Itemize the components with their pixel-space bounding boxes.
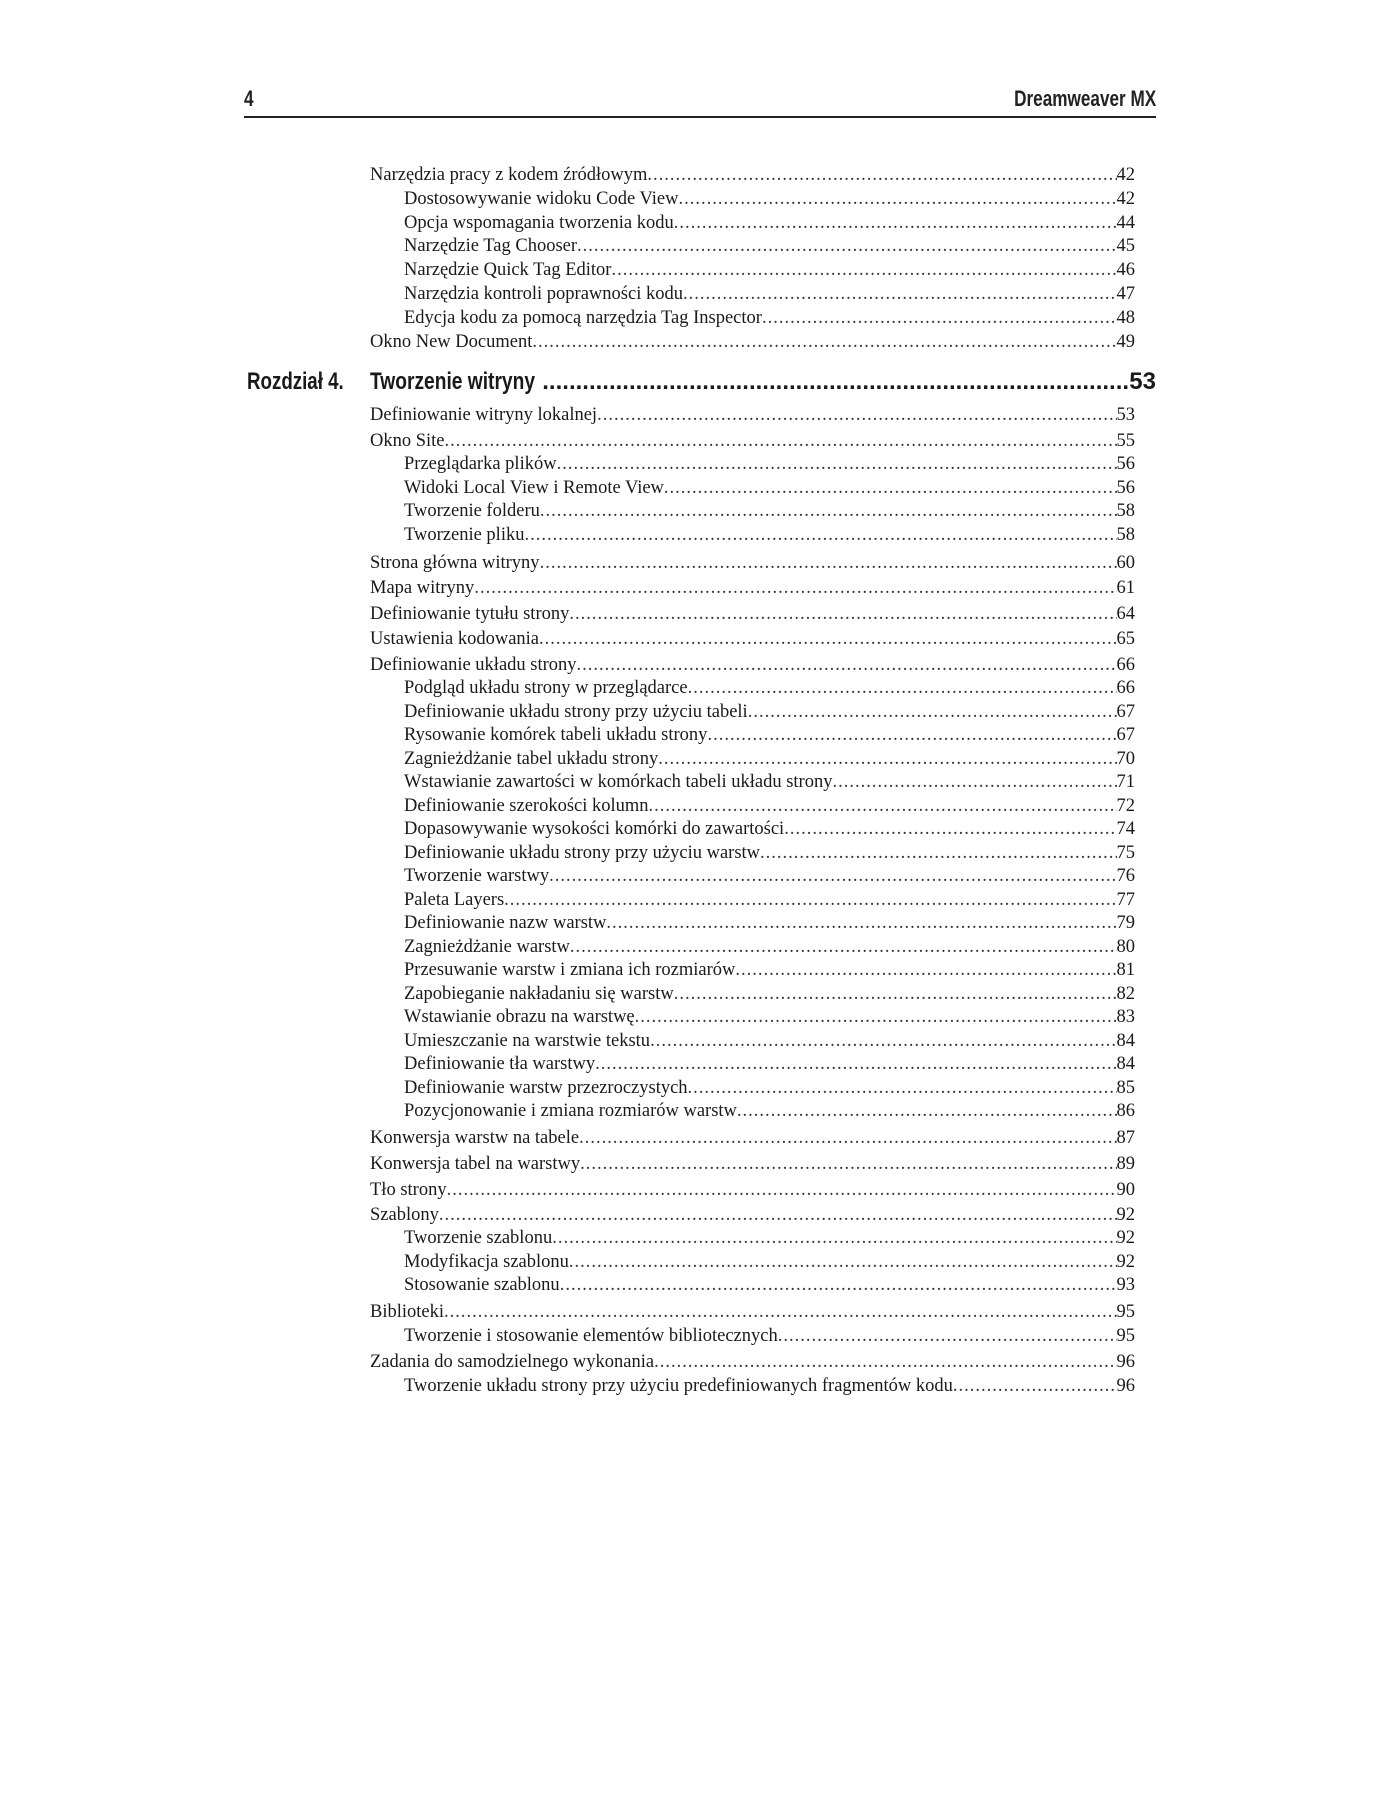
toc-entry[interactable] bbox=[404, 1006, 1135, 1028]
toc-entry-title: Okno Site bbox=[370, 431, 445, 451]
toc-entry-page: 49 bbox=[1116, 332, 1135, 352]
toc-entry[interactable] bbox=[370, 331, 1135, 353]
toc-entry-title: Opcja wspomagania tworzenia kodu bbox=[404, 213, 674, 233]
toc-entry-title: Definiowanie układu strony przy użyciu tabeli bbox=[404, 702, 748, 722]
dot-leader bbox=[540, 552, 1117, 574]
toc-entry[interactable] bbox=[370, 628, 1135, 650]
toc-entry-page: 56 bbox=[1116, 454, 1135, 474]
dot-leader bbox=[569, 1251, 1117, 1273]
toc-entry-title: Tło strony bbox=[370, 1180, 447, 1200]
toc-entry-title: Wstawianie zawartości w komórkach tabeli układu strony bbox=[404, 772, 833, 792]
toc-entry-page: 66 bbox=[1116, 678, 1135, 698]
dot-leader bbox=[650, 1030, 1116, 1052]
toc-entry-title: Zagnieżdżanie tabel układu strony bbox=[404, 749, 659, 769]
toc-entry-title: Definiowanie układu strony przy użyciu warstw bbox=[404, 843, 761, 863]
toc-entry-title: Biblioteki bbox=[370, 1302, 444, 1322]
toc-entry-title: Definiowanie szerokości kolumn bbox=[404, 796, 649, 816]
toc-entry-title: Tworzenie i stosowanie elementów bibliotecznych bbox=[404, 1326, 778, 1346]
dot-leader bbox=[606, 912, 1116, 934]
toc-entry-page: 82 bbox=[1116, 984, 1135, 1004]
toc-entry[interactable] bbox=[370, 430, 1135, 452]
toc-entry[interactable] bbox=[404, 795, 1135, 817]
toc-entry-page: 92 bbox=[1116, 1205, 1135, 1225]
toc-entry-title: Zapobieganie nakładaniu się warstw bbox=[404, 984, 674, 1004]
dot-leader bbox=[688, 1077, 1117, 1099]
toc-entry-page: 58 bbox=[1116, 525, 1135, 545]
dot-leader bbox=[557, 453, 1117, 475]
toc-entry-title: Tworzenie szablonu bbox=[404, 1228, 553, 1248]
toc-entry-page: 92 bbox=[1116, 1252, 1135, 1272]
dot-leader bbox=[784, 818, 1116, 840]
toc-entry-page: 76 bbox=[1116, 866, 1135, 886]
toc-entry[interactable] bbox=[404, 1227, 1135, 1249]
dot-leader bbox=[688, 677, 1117, 699]
dot-leader bbox=[540, 500, 1117, 522]
toc-entry-title: Okno New Document bbox=[370, 332, 533, 352]
dot-leader bbox=[439, 1204, 1117, 1226]
toc-entry-page: 87 bbox=[1116, 1128, 1135, 1148]
toc-entry[interactable] bbox=[404, 1100, 1135, 1122]
toc-entry-page: 45 bbox=[1116, 236, 1135, 256]
toc-entry[interactable] bbox=[404, 1077, 1135, 1099]
dot-leader bbox=[447, 1179, 1117, 1201]
toc-entry-page: 64 bbox=[1116, 604, 1135, 624]
toc-entry[interactable] bbox=[370, 1127, 1135, 1149]
toc-entry[interactable] bbox=[370, 603, 1135, 625]
toc-entry-page: 90 bbox=[1116, 1180, 1135, 1200]
toc-entry[interactable] bbox=[404, 307, 1135, 329]
toc-entry[interactable] bbox=[370, 552, 1135, 574]
book-title: Dreamweaver MX bbox=[1013, 86, 1156, 111]
toc-entry[interactable] bbox=[404, 212, 1135, 234]
toc-entry-title: Definiowanie układu strony bbox=[370, 655, 577, 675]
toc-entry-title: Przeglądarka plików bbox=[404, 454, 557, 474]
toc-entry-title: Edycja kodu za pomocą narzędzia Tag Inspector bbox=[404, 308, 762, 328]
toc-entry-page: 47 bbox=[1116, 284, 1135, 304]
toc-entry-page: 96 bbox=[1116, 1376, 1135, 1396]
toc-entry-title: Narzędzia pracy z kodem źródłowym bbox=[370, 165, 648, 185]
toc-entry[interactable] bbox=[404, 842, 1135, 864]
dot-leader bbox=[635, 1006, 1117, 1028]
toc-entry[interactable] bbox=[370, 577, 1135, 599]
toc-entry-page: 95 bbox=[1116, 1302, 1135, 1322]
toc-entry[interactable] bbox=[370, 1179, 1135, 1201]
toc-entry-page: 72 bbox=[1116, 796, 1135, 816]
toc-entry-page: 86 bbox=[1116, 1101, 1135, 1121]
toc-entry-page: 58 bbox=[1116, 501, 1135, 521]
dot-leader bbox=[549, 865, 1116, 887]
toc-entry-page: 55 bbox=[1116, 431, 1135, 451]
toc-entry-title: Paleta Layers bbox=[404, 890, 505, 910]
dot-leader bbox=[658, 748, 1116, 770]
toc-entry[interactable] bbox=[404, 477, 1135, 499]
toc-entry-title: Tworzenie pliku bbox=[404, 525, 525, 545]
dot-leader bbox=[611, 259, 1116, 281]
toc-entry[interactable] bbox=[404, 865, 1135, 887]
dot-leader bbox=[579, 1127, 1116, 1149]
toc-entry-title: Przesuwanie warstw i zmiana ich rozmiarów bbox=[404, 960, 736, 980]
toc-entry[interactable] bbox=[404, 818, 1135, 840]
dot-leader bbox=[674, 983, 1117, 1005]
toc-entry-title: Narzędzia kontroli poprawności kodu bbox=[404, 284, 683, 304]
toc-entry-page: 44 bbox=[1116, 213, 1135, 233]
dot-leader bbox=[953, 1375, 1117, 1397]
toc-entry-title: Wstawianie obrazu na warstwę bbox=[404, 1007, 635, 1027]
toc-entry-title: Umieszczanie na warstwie tekstu bbox=[404, 1031, 651, 1051]
toc-entry-page: 56 bbox=[1116, 478, 1135, 498]
toc-entry-title: Widoki Local View i Remote View bbox=[404, 478, 664, 498]
toc-entry-title: Konwersja tabel na warstwy bbox=[370, 1154, 581, 1174]
toc-entry-title: Mapa witryny bbox=[370, 578, 475, 598]
toc-entry[interactable] bbox=[404, 677, 1135, 699]
toc-entry-page: 48 bbox=[1116, 308, 1135, 328]
toc-entry-page: 66 bbox=[1116, 655, 1135, 675]
toc-entry-title: Stosowanie szablonu bbox=[404, 1275, 560, 1295]
dot-leader bbox=[569, 603, 1116, 625]
toc-entry[interactable] bbox=[370, 164, 1135, 186]
toc-entry-page: 70 bbox=[1116, 749, 1135, 769]
toc-entry[interactable] bbox=[404, 1053, 1135, 1075]
toc-entry[interactable] bbox=[404, 983, 1135, 1005]
dot-leader bbox=[595, 1053, 1116, 1075]
toc-entry-page: 89 bbox=[1116, 1154, 1135, 1174]
toc-entry-page: 65 bbox=[1116, 629, 1135, 649]
toc-entry-page: 80 bbox=[1116, 937, 1135, 957]
toc-entry[interactable] bbox=[370, 1301, 1135, 1323]
toc-entry-page: 85 bbox=[1116, 1078, 1135, 1098]
dot-leader bbox=[445, 430, 1117, 452]
toc-entry-page: 83 bbox=[1116, 1007, 1135, 1027]
chapter-heading[interactable] bbox=[370, 367, 1156, 397]
toc-entry-title: Strona główna witryny bbox=[370, 553, 540, 573]
toc-entry[interactable] bbox=[404, 912, 1135, 934]
dot-leader bbox=[737, 1100, 1117, 1122]
toc-entry[interactable] bbox=[404, 500, 1135, 522]
dot-leader bbox=[552, 1227, 1116, 1249]
toc-entry[interactable] bbox=[404, 1375, 1135, 1397]
dot-leader bbox=[532, 331, 1116, 353]
toc-entry[interactable] bbox=[404, 524, 1135, 546]
toc-entry[interactable] bbox=[370, 654, 1135, 676]
toc-entry-title: Definiowanie tytułu strony bbox=[370, 604, 570, 624]
toc-entry[interactable] bbox=[404, 959, 1135, 981]
toc-entry-page: 46 bbox=[1116, 260, 1135, 280]
dot-leader bbox=[683, 283, 1117, 305]
dot-leader bbox=[748, 701, 1117, 723]
toc-entry-page: 53 bbox=[1116, 405, 1135, 425]
toc-entry[interactable] bbox=[404, 259, 1135, 281]
dot-leader bbox=[664, 477, 1117, 499]
toc-entry[interactable] bbox=[370, 404, 1135, 426]
toc-entry[interactable] bbox=[404, 1030, 1135, 1052]
dot-leader bbox=[674, 212, 1117, 234]
toc-entry-page: 71 bbox=[1116, 772, 1135, 792]
toc-entry[interactable] bbox=[404, 748, 1135, 770]
toc-entry-title: Definiowanie nazw warstw bbox=[404, 913, 607, 933]
toc-entry-page: 74 bbox=[1116, 819, 1135, 839]
toc-entry[interactable] bbox=[404, 188, 1135, 210]
dot-leader bbox=[647, 164, 1116, 186]
dot-leader bbox=[760, 842, 1116, 864]
dot-leader bbox=[654, 1351, 1116, 1373]
toc-entry-title: Definiowanie witryny lokalnej bbox=[370, 405, 598, 425]
dot-leader bbox=[570, 936, 1117, 958]
toc-entry-title: Konwersja warstw na tabele bbox=[370, 1128, 580, 1148]
toc-entry-title: Definiowanie warstw przezroczystych bbox=[404, 1078, 688, 1098]
toc-entry-title: Pozycjonowanie i zmiana rozmiarów warstw bbox=[404, 1101, 737, 1121]
toc-entry-page: 42 bbox=[1116, 165, 1135, 185]
dot-leader bbox=[542, 367, 1129, 397]
toc-entry[interactable] bbox=[404, 283, 1135, 305]
dot-leader bbox=[678, 188, 1116, 210]
toc-entry-page: 42 bbox=[1116, 189, 1135, 209]
dot-leader bbox=[560, 1274, 1117, 1296]
toc-entry-page: 75 bbox=[1116, 843, 1135, 863]
toc-entry[interactable] bbox=[404, 936, 1135, 958]
toc-entry[interactable] bbox=[370, 1204, 1135, 1226]
toc-entry-title: Narzędzie Quick Tag Editor bbox=[404, 260, 612, 280]
running-header bbox=[244, 86, 1156, 118]
toc-entry[interactable] bbox=[404, 1274, 1135, 1296]
toc-entry[interactable] bbox=[370, 1153, 1135, 1175]
toc-entry[interactable] bbox=[404, 1251, 1135, 1273]
toc-entry-page: 96 bbox=[1116, 1352, 1135, 1372]
toc-entry-page: 61 bbox=[1116, 578, 1135, 598]
toc-entry-page: 92 bbox=[1116, 1228, 1135, 1248]
page-number: 4 bbox=[244, 86, 254, 111]
dot-leader bbox=[735, 959, 1116, 981]
dot-leader bbox=[524, 524, 1116, 546]
dot-leader bbox=[778, 1325, 1117, 1347]
dot-leader bbox=[762, 307, 1117, 329]
toc-entry-title: Narzędzie Tag Chooser bbox=[404, 236, 578, 256]
toc-entry[interactable] bbox=[404, 1325, 1135, 1347]
toc-entry-title: Tworzenie układu strony przy użyciu predefiniowanych fragmentów kodu bbox=[404, 1376, 953, 1396]
toc-entry-page: 77 bbox=[1116, 890, 1135, 910]
chapter-page: 53 bbox=[1129, 368, 1156, 395]
toc-entry[interactable] bbox=[404, 235, 1135, 257]
toc-entry-page: 81 bbox=[1116, 960, 1135, 980]
chapter-label: Rozdział 4. bbox=[247, 368, 344, 395]
dot-leader bbox=[444, 1301, 1117, 1323]
dot-leader bbox=[539, 628, 1116, 650]
toc-entry-title: Tworzenie folderu bbox=[404, 501, 540, 521]
toc-entry[interactable] bbox=[404, 724, 1135, 746]
toc-entry-title: Tworzenie warstwy bbox=[404, 866, 550, 886]
chapter-title: Tworzenie witryny bbox=[370, 368, 536, 395]
dot-leader bbox=[577, 654, 1117, 676]
toc-entry-title: Podgląd układu strony w przeglądarce bbox=[404, 678, 688, 698]
toc-entry-page: 84 bbox=[1116, 1031, 1135, 1051]
toc-entry-page: 93 bbox=[1116, 1275, 1135, 1295]
dot-leader bbox=[649, 795, 1117, 817]
dot-leader bbox=[474, 577, 1116, 599]
toc-entry[interactable] bbox=[404, 453, 1135, 475]
dot-leader bbox=[504, 889, 1116, 911]
toc-entry-title: Szablony bbox=[370, 1205, 439, 1225]
dot-leader bbox=[577, 235, 1116, 257]
toc-entry-page: 84 bbox=[1116, 1054, 1135, 1074]
toc-entry-title: Zadania do samodzielnego wykonania bbox=[370, 1352, 655, 1372]
dot-leader bbox=[580, 1153, 1116, 1175]
toc-entry-title: Zagnieżdżanie warstw bbox=[404, 937, 570, 957]
toc-entry-title: Rysowanie komórek tabeli układu strony bbox=[404, 725, 708, 745]
toc-entry-title: Definiowanie tła warstwy bbox=[404, 1054, 596, 1074]
toc-entry[interactable] bbox=[404, 771, 1135, 793]
toc-entry-page: 60 bbox=[1116, 553, 1135, 573]
dot-leader bbox=[707, 724, 1116, 746]
toc-entry-page: 95 bbox=[1116, 1326, 1135, 1346]
toc-entry-title: Dostosowywanie widoku Code View bbox=[404, 189, 679, 209]
toc-entry-title: Dopasowywanie wysokości komórki do zawartości bbox=[404, 819, 785, 839]
toc-entry-title: Ustawienia kodowania bbox=[370, 629, 540, 649]
toc-entry-title: Modyfikacja szablonu bbox=[404, 1252, 569, 1272]
dot-leader bbox=[832, 771, 1116, 793]
toc-entry-page: 67 bbox=[1116, 702, 1135, 722]
toc-entry-page: 67 bbox=[1116, 725, 1135, 745]
dot-leader bbox=[597, 404, 1116, 426]
toc-entry[interactable] bbox=[370, 1351, 1135, 1373]
toc-entry[interactable] bbox=[404, 701, 1135, 723]
toc-entry[interactable] bbox=[404, 889, 1135, 911]
toc-entry-page: 79 bbox=[1116, 913, 1135, 933]
